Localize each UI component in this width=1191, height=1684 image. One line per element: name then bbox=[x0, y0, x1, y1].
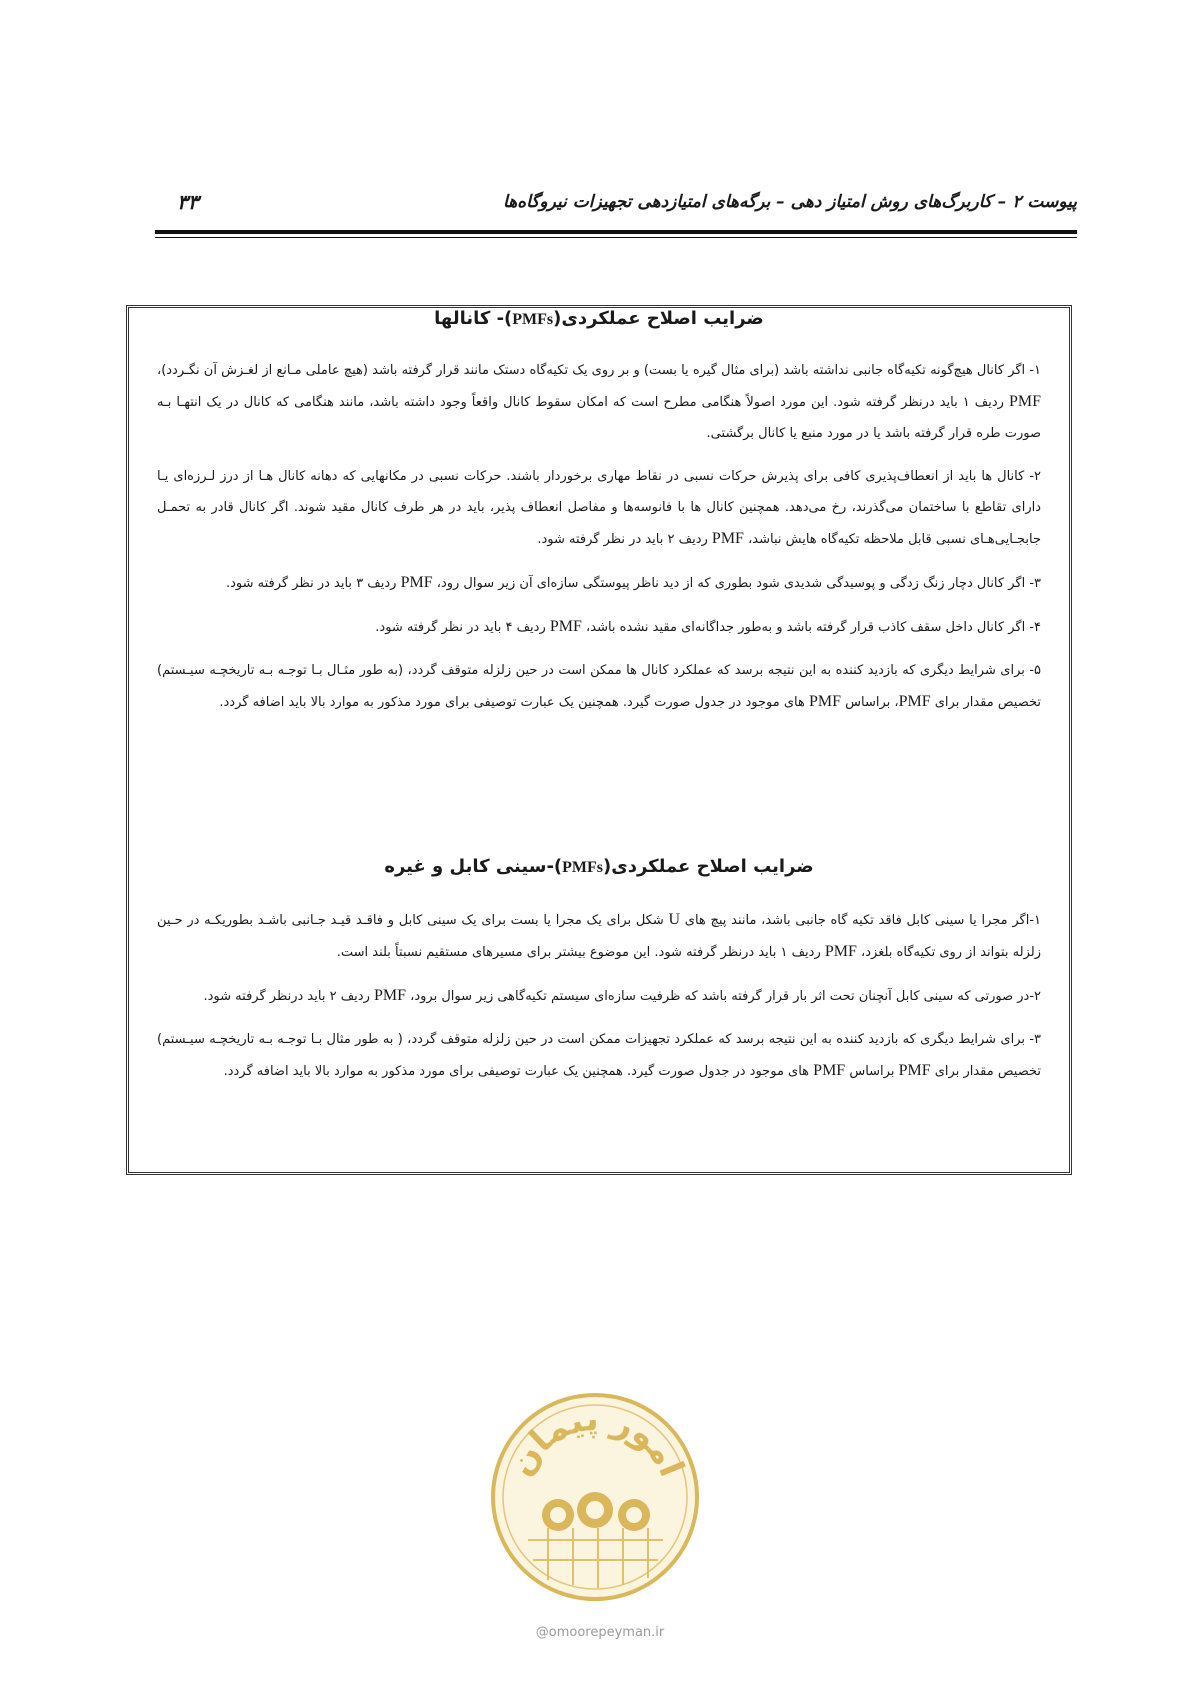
section1-paragraph-2: ۲- کانال ها باید از انعطاف‌پذیری کافی برای پذیرش حرکات نسبی در نقاط مهاری برخوردار باشند. حرکات نسبی در مکانهایی که دهانه کانال هـا از درز لـرزه‌ای یـا دارای تقاطع با ساختمان می‌گذرند، رخ می‌دهد. همچنین کانال ها با فانوسه‌ها و مفاصل انعطاف پذیر، باید در هر طرف کانال مقید شوند. اگر کانال قادر به تحمـل جابجـایی‌هـای نسبی قابل ملاحظه تکیه‌گاه هایش نباشد، PMF ردیف ۲ باید در نظر گرفته شود. bbox=[157, 469, 1041, 547]
section2-paragraphs bbox=[157, 904, 1041, 1099]
page-number: ۳۳ bbox=[177, 190, 199, 214]
section1-paragraphs bbox=[157, 355, 1041, 730]
seal-logo-icon bbox=[488, 1390, 703, 1605]
section1-paragraph-4: ۴- اگر کانال داخل سقف کاذب قرار گرفته باشد و به‌طور جداگانه‌ای مقید نشده باشد، PMF ردیف ۴ باید در نظر گرفته شود. bbox=[375, 618, 1041, 635]
section2-title: ضرایب اصلاح عملکردی(PMFs)-سینی کابل و غیره bbox=[384, 856, 814, 877]
section1-paragraph-1: ۱- اگر کانال هیچ‌گونه تکیه‌گاه جانبی نداشته باشد (برای مثال گیره یا بست) و بر روی یک تکیه‌گاه دستک مانند قرار گرفته باشد (هیچ عاملی مـانع از لغـزش آن نگـردد)، PMF ردیف ۱ باید درنظر گرفته شود. این مورد اصولاً هنگامی مطرح است که امکان سقوط کانال واقعاً وجود داشته باشد، مانند هنگامی که کانال در یک انتهـا بـه صورت طره قرار گرفته باشد یا در مورد منبع یا کانال برگشتی. bbox=[157, 363, 1041, 441]
header-rule-thick bbox=[155, 230, 1077, 234]
header-title: پیوست ۲ – کاربرگ‌های روش امتیاز دهی – برگه‌های امتیازدهی تجهیزات نیروگاه‌ها bbox=[503, 192, 1077, 212]
watermark-url: @omoorepeyman.ir bbox=[535, 1625, 665, 1640]
section1-paragraph-5: ۵- برای شرایط دیگری که بازدید کننده به این نتیجه برسد که عملکرد کانال ها ممکن است در حین زلزله متوقف گردد، (به طور مثـال بـا توجـه بـه تاریخچـه سیـستم) تخصیص مقدار برای PMF، براساس PMF های موجود در جدول صورت گیرد. همچنین یک عبارت توصیفی برای مورد مذکور به موارد بالا باید اضافه گردد. bbox=[157, 663, 1041, 710]
section2-paragraph-2: ۲-در صورتی که سینی کابل آنچنان تحت اثر بار قرار گرفته باشد که ظرفیت سازه‌ای سیستم تکیه‌گاهی زیر سوال برود، PMF ردیف ۲ باید درنظر گرفته شود. bbox=[203, 987, 1041, 1004]
section2-paragraph-1: ۱-اگر مجرا یا سینی کابل فاقد تکیه گاه جانبی باشد، مانند پیچ های U شکل برای یک مجرا یا بست برای یک سینی کابل و فاقـد قیـد جـانبی باشـد بطوریکـه در حـین زلزله بتواند از روی تکیه‌گاه بلغزد، PMF ردیف ۱ باید درنظر گرفته شود. این موضوع بیشتر برای مسیرهای مستقیم نسبتاً بلند است. bbox=[157, 911, 1041, 960]
section1-title: ضرایب اصلاح عملکردی(PMFs)- کانالها bbox=[434, 308, 764, 329]
header-rule-thin bbox=[155, 237, 1077, 238]
section2-paragraph-3: ۳- برای شرایط دیگری که بازدید کننده به این نتیجه برسد که عملکرد تجهیزات ممکن است در حین زلزله متوقف گردد، ( به طور مثال بـا توجـه بـه تاریخچـه سیـستم) تخصیص مقدار برای PMF براساس PMF های موجود در جدول صورت گیرد. همچنین یک عبارت توصیفی برای مورد مذکور به موارد بالا باید اضافه گردد. bbox=[157, 1032, 1041, 1079]
seal-text: امور پیمان bbox=[500, 1398, 692, 1483]
content-box bbox=[126, 305, 1072, 1175]
page-header bbox=[155, 192, 1077, 226]
section1-paragraph-3: ۳- اگر کانال دچار زنگ زدگی و پوسیدگی شدیدی شود بطوری که از دید ناظر پیوستگی سازه‌ای آن زیر سوال رود، PMF ردیف ۳ باید در نظر گرفته شود. bbox=[225, 574, 1041, 591]
